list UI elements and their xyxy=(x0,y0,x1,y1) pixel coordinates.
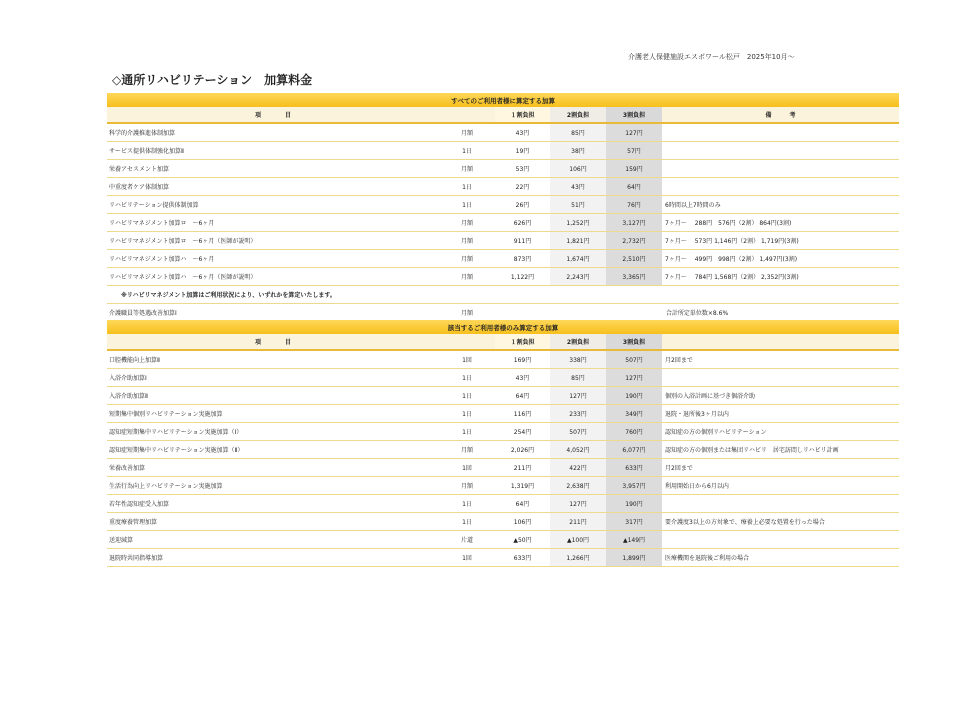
price-3wari: 159円 xyxy=(606,160,662,178)
price-1wari: 2,026円 xyxy=(495,441,550,459)
price-1wari: 22円 xyxy=(495,178,550,196)
table-row xyxy=(107,160,899,178)
price-3wari: 64円 xyxy=(606,178,662,196)
table-row xyxy=(107,477,899,495)
price-1wari: ▲50円 xyxy=(495,531,550,549)
price-3wari: 190円 xyxy=(606,387,662,405)
price-2wari: ▲100円 xyxy=(550,531,606,549)
item-unit: 月額 xyxy=(439,214,495,232)
table-row xyxy=(107,250,899,268)
price-3wari: 57円 xyxy=(606,142,662,160)
table-row xyxy=(107,268,899,286)
header-1wari: １割負担 xyxy=(495,107,550,123)
table-row xyxy=(107,531,899,549)
price-2wari: 51円 xyxy=(550,196,606,214)
item-note xyxy=(662,123,899,142)
price-2wari: 1,252円 xyxy=(550,214,606,232)
price-1wari: 211円 xyxy=(495,459,550,477)
item-name: 短期集中個別リハビリテーション実施加算 xyxy=(107,405,439,423)
price-3wari: 3,127円 xyxy=(606,214,662,232)
section-title-row xyxy=(107,320,899,334)
price-1wari: 911円 xyxy=(495,232,550,250)
item-name: 入浴介助加算Ⅰ xyxy=(107,369,439,387)
all-users-fee-table xyxy=(107,93,899,322)
item-unit: 1日 xyxy=(439,142,495,160)
footnote-blank xyxy=(495,286,899,304)
item-note xyxy=(662,495,899,513)
item-name: サービス提供体制強化加算Ⅱ xyxy=(107,142,439,160)
price-1wari: 53円 xyxy=(495,160,550,178)
price-1wari: 64円 xyxy=(495,387,550,405)
table-row xyxy=(107,441,899,459)
table-row xyxy=(107,304,899,322)
price-2wari: 4,052円 xyxy=(550,441,606,459)
table-row xyxy=(107,232,899,250)
price-1wari: 254円 xyxy=(495,423,550,441)
page-title: ◇通所リハビリテーション 加算料金 xyxy=(112,73,313,87)
header-item: 項 目 xyxy=(107,107,439,123)
item-unit: 月額 xyxy=(439,232,495,250)
item-note: 7ヶ月～ 784円 1,568円（2割） 2,352円(3割) xyxy=(662,268,899,286)
table-row xyxy=(107,513,899,531)
price-1wari: 26円 xyxy=(495,196,550,214)
price-2wari: 106円 xyxy=(550,160,606,178)
table-row xyxy=(107,214,899,232)
header-item: 項 目 xyxy=(107,334,439,350)
price-3wari: 633円 xyxy=(606,459,662,477)
item-name: 退院時共同指導加算 xyxy=(107,549,439,567)
item-note: 月2回まで xyxy=(662,459,899,477)
item-name: 認知症短期集中リハビリテーション実施加算（Ⅱ） xyxy=(107,441,439,459)
header-1wari: １割負担 xyxy=(495,334,550,350)
price-3wari: 507円 xyxy=(606,350,662,369)
price-3wari: 317円 xyxy=(606,513,662,531)
price-3wari: 2,732円 xyxy=(606,232,662,250)
table-row xyxy=(107,350,899,369)
item-note xyxy=(662,142,899,160)
item-note: 7ヶ月～ 573円 1,146円（2割） 1,719円(3割) xyxy=(662,232,899,250)
item-name: 重度療養管理加算 xyxy=(107,513,439,531)
header-row xyxy=(107,334,899,350)
item-note xyxy=(662,369,899,387)
price-1wari: 64円 xyxy=(495,495,550,513)
price-1wari: 19円 xyxy=(495,142,550,160)
item-name: 中重度者ケア体制加算 xyxy=(107,178,439,196)
price-3wari: 6,077円 xyxy=(606,441,662,459)
item-name: 科学的介護推進体制加算 xyxy=(107,123,439,142)
table-row xyxy=(107,549,899,567)
item-note: 認知症の方の個別リハビリテーション xyxy=(662,423,899,441)
table-row xyxy=(107,423,899,441)
merged-note: 合計所定単位数×8.6% xyxy=(495,304,899,322)
price-3wari: 127円 xyxy=(606,123,662,142)
price-3wari: 3,365円 xyxy=(606,268,662,286)
item-name: リハビリマネジメント加算ハ ～6ヶ月（医師が説明） xyxy=(107,268,439,286)
item-unit: 1日 xyxy=(439,495,495,513)
header-3wari: 3割負担 xyxy=(606,334,662,350)
header-row xyxy=(107,107,899,123)
item-name: 若年性認知症受入加算 xyxy=(107,495,439,513)
section-title: 該当するご利用者様のみ算定する加算 xyxy=(107,320,899,334)
item-unit: 月額 xyxy=(439,160,495,178)
price-2wari: 422円 xyxy=(550,459,606,477)
item-name: 生活行為向上リハビリテーション実施加算 xyxy=(107,477,439,495)
price-1wari: 43円 xyxy=(495,123,550,142)
item-name: リハビリマネジメント加算ロ ～6ヶ月（医師が説明） xyxy=(107,232,439,250)
item-name: 介護職員等処遇改善加算Ⅰ xyxy=(107,304,439,322)
price-3wari: 1,899円 xyxy=(606,549,662,567)
applicable-users-fee-table xyxy=(107,320,899,567)
item-unit: 1日 xyxy=(439,369,495,387)
price-1wari: 633円 xyxy=(495,549,550,567)
item-unit: 月額 xyxy=(439,250,495,268)
price-2wari: 43円 xyxy=(550,178,606,196)
price-2wari: 85円 xyxy=(550,369,606,387)
price-2wari: 1,674円 xyxy=(550,250,606,268)
price-3wari: 2,510円 xyxy=(606,250,662,268)
price-1wari: 43円 xyxy=(495,369,550,387)
price-1wari: 1,319円 xyxy=(495,477,550,495)
item-unit: 1日 xyxy=(439,178,495,196)
table-row xyxy=(107,387,899,405)
item-note: 月2回まで xyxy=(662,350,899,369)
item-note: 個別の入浴計画に基づき個浴介助 xyxy=(662,387,899,405)
item-note: 認知症の方の個別または集団リハビリ 居宅訪問しリハビリ計画 xyxy=(662,441,899,459)
footnote-row xyxy=(107,286,899,304)
header-unit xyxy=(439,107,495,123)
table-row xyxy=(107,123,899,142)
price-3wari: 349円 xyxy=(606,405,662,423)
item-unit: 1回 xyxy=(439,459,495,477)
item-unit: 1日 xyxy=(439,387,495,405)
item-name: 認知症短期集中リハビリテーション実施加算（Ⅰ） xyxy=(107,423,439,441)
item-name: 栄養改善加算 xyxy=(107,459,439,477)
item-note: 7ヶ月～ 499円 998円（2割） 1,497円(3割) xyxy=(662,250,899,268)
item-note xyxy=(662,160,899,178)
section-title: すべてのご利用者様に算定する加算 xyxy=(107,93,899,107)
footnote: ※リハビリマネジメント加算はご利用状況により、いずれかを算定いたします。 xyxy=(107,286,495,304)
price-3wari: 127円 xyxy=(606,369,662,387)
item-name: 送迎減算 xyxy=(107,531,439,549)
item-note xyxy=(662,531,899,549)
table-row xyxy=(107,196,899,214)
price-2wari: 85円 xyxy=(550,123,606,142)
item-unit: 月額 xyxy=(439,123,495,142)
item-note xyxy=(662,178,899,196)
price-2wari: 1,821円 xyxy=(550,232,606,250)
price-2wari: 1,266円 xyxy=(550,549,606,567)
table-row xyxy=(107,142,899,160)
price-3wari: ▲149円 xyxy=(606,531,662,549)
price-2wari: 127円 xyxy=(550,495,606,513)
header-2wari: 2割負担 xyxy=(550,107,606,123)
price-2wari: 211円 xyxy=(550,513,606,531)
item-unit: 1日 xyxy=(439,513,495,531)
price-1wari: 169円 xyxy=(495,350,550,369)
price-3wari: 760円 xyxy=(606,423,662,441)
item-note: 要介護度3以上の方対象で、療養上必要な処置を行った場合 xyxy=(662,513,899,531)
table-row xyxy=(107,369,899,387)
item-unit: 月額 xyxy=(439,441,495,459)
table-row xyxy=(107,178,899,196)
item-note: 6時間以上7時間のみ xyxy=(662,196,899,214)
table-row xyxy=(107,405,899,423)
item-unit: 1日 xyxy=(439,423,495,441)
price-1wari: 873円 xyxy=(495,250,550,268)
item-name: リハビリマネジメント加算ハ ～6ヶ月 xyxy=(107,250,439,268)
price-2wari: 507円 xyxy=(550,423,606,441)
price-3wari: 76円 xyxy=(606,196,662,214)
item-note: 医療機関を退院後ご利用の場合 xyxy=(662,549,899,567)
item-note: 7ヶ月～ 288円 576円（2割） 864円(3割) xyxy=(662,214,899,232)
price-2wari: 338円 xyxy=(550,350,606,369)
header-2wari: 2割負担 xyxy=(550,334,606,350)
price-1wari: 116円 xyxy=(495,405,550,423)
price-2wari: 2,638円 xyxy=(550,477,606,495)
table-row xyxy=(107,459,899,477)
price-2wari: 127円 xyxy=(550,387,606,405)
price-2wari: 38円 xyxy=(550,142,606,160)
item-name: 入浴介助加算Ⅱ xyxy=(107,387,439,405)
section-title-row xyxy=(107,93,899,107)
price-2wari: 233円 xyxy=(550,405,606,423)
item-unit: 1日 xyxy=(439,196,495,214)
item-name: 栄養アセスメント加算 xyxy=(107,160,439,178)
item-unit: 1回 xyxy=(439,350,495,369)
price-3wari: 3,957円 xyxy=(606,477,662,495)
facility-name: 介護老人保健施設エスポワール松戸 2025年10月～ xyxy=(628,53,795,61)
item-name: 口腔機能向上加算Ⅱ xyxy=(107,350,439,369)
item-unit: 1回 xyxy=(439,549,495,567)
price-1wari: 626円 xyxy=(495,214,550,232)
header-unit xyxy=(439,334,495,350)
item-unit: 1日 xyxy=(439,405,495,423)
table-row xyxy=(107,495,899,513)
item-unit: 月額 xyxy=(439,477,495,495)
item-note: 退院・退所後3ヶ月以内 xyxy=(662,405,899,423)
item-note: 利用開始日から6月以内 xyxy=(662,477,899,495)
item-name: リハビリマネジメント加算ロ ～6ヶ月 xyxy=(107,214,439,232)
item-unit: 月額 xyxy=(439,304,495,322)
price-1wari: 106円 xyxy=(495,513,550,531)
header-3wari: 3割負担 xyxy=(606,107,662,123)
header-note: 備 考 xyxy=(662,107,899,123)
item-name: リハビリテーション提供体制加算 xyxy=(107,196,439,214)
header-note xyxy=(662,334,899,350)
price-3wari: 190円 xyxy=(606,495,662,513)
item-unit: 月額 xyxy=(439,268,495,286)
price-1wari: 1,122円 xyxy=(495,268,550,286)
item-unit: 片道 xyxy=(439,531,495,549)
price-2wari: 2,243円 xyxy=(550,268,606,286)
